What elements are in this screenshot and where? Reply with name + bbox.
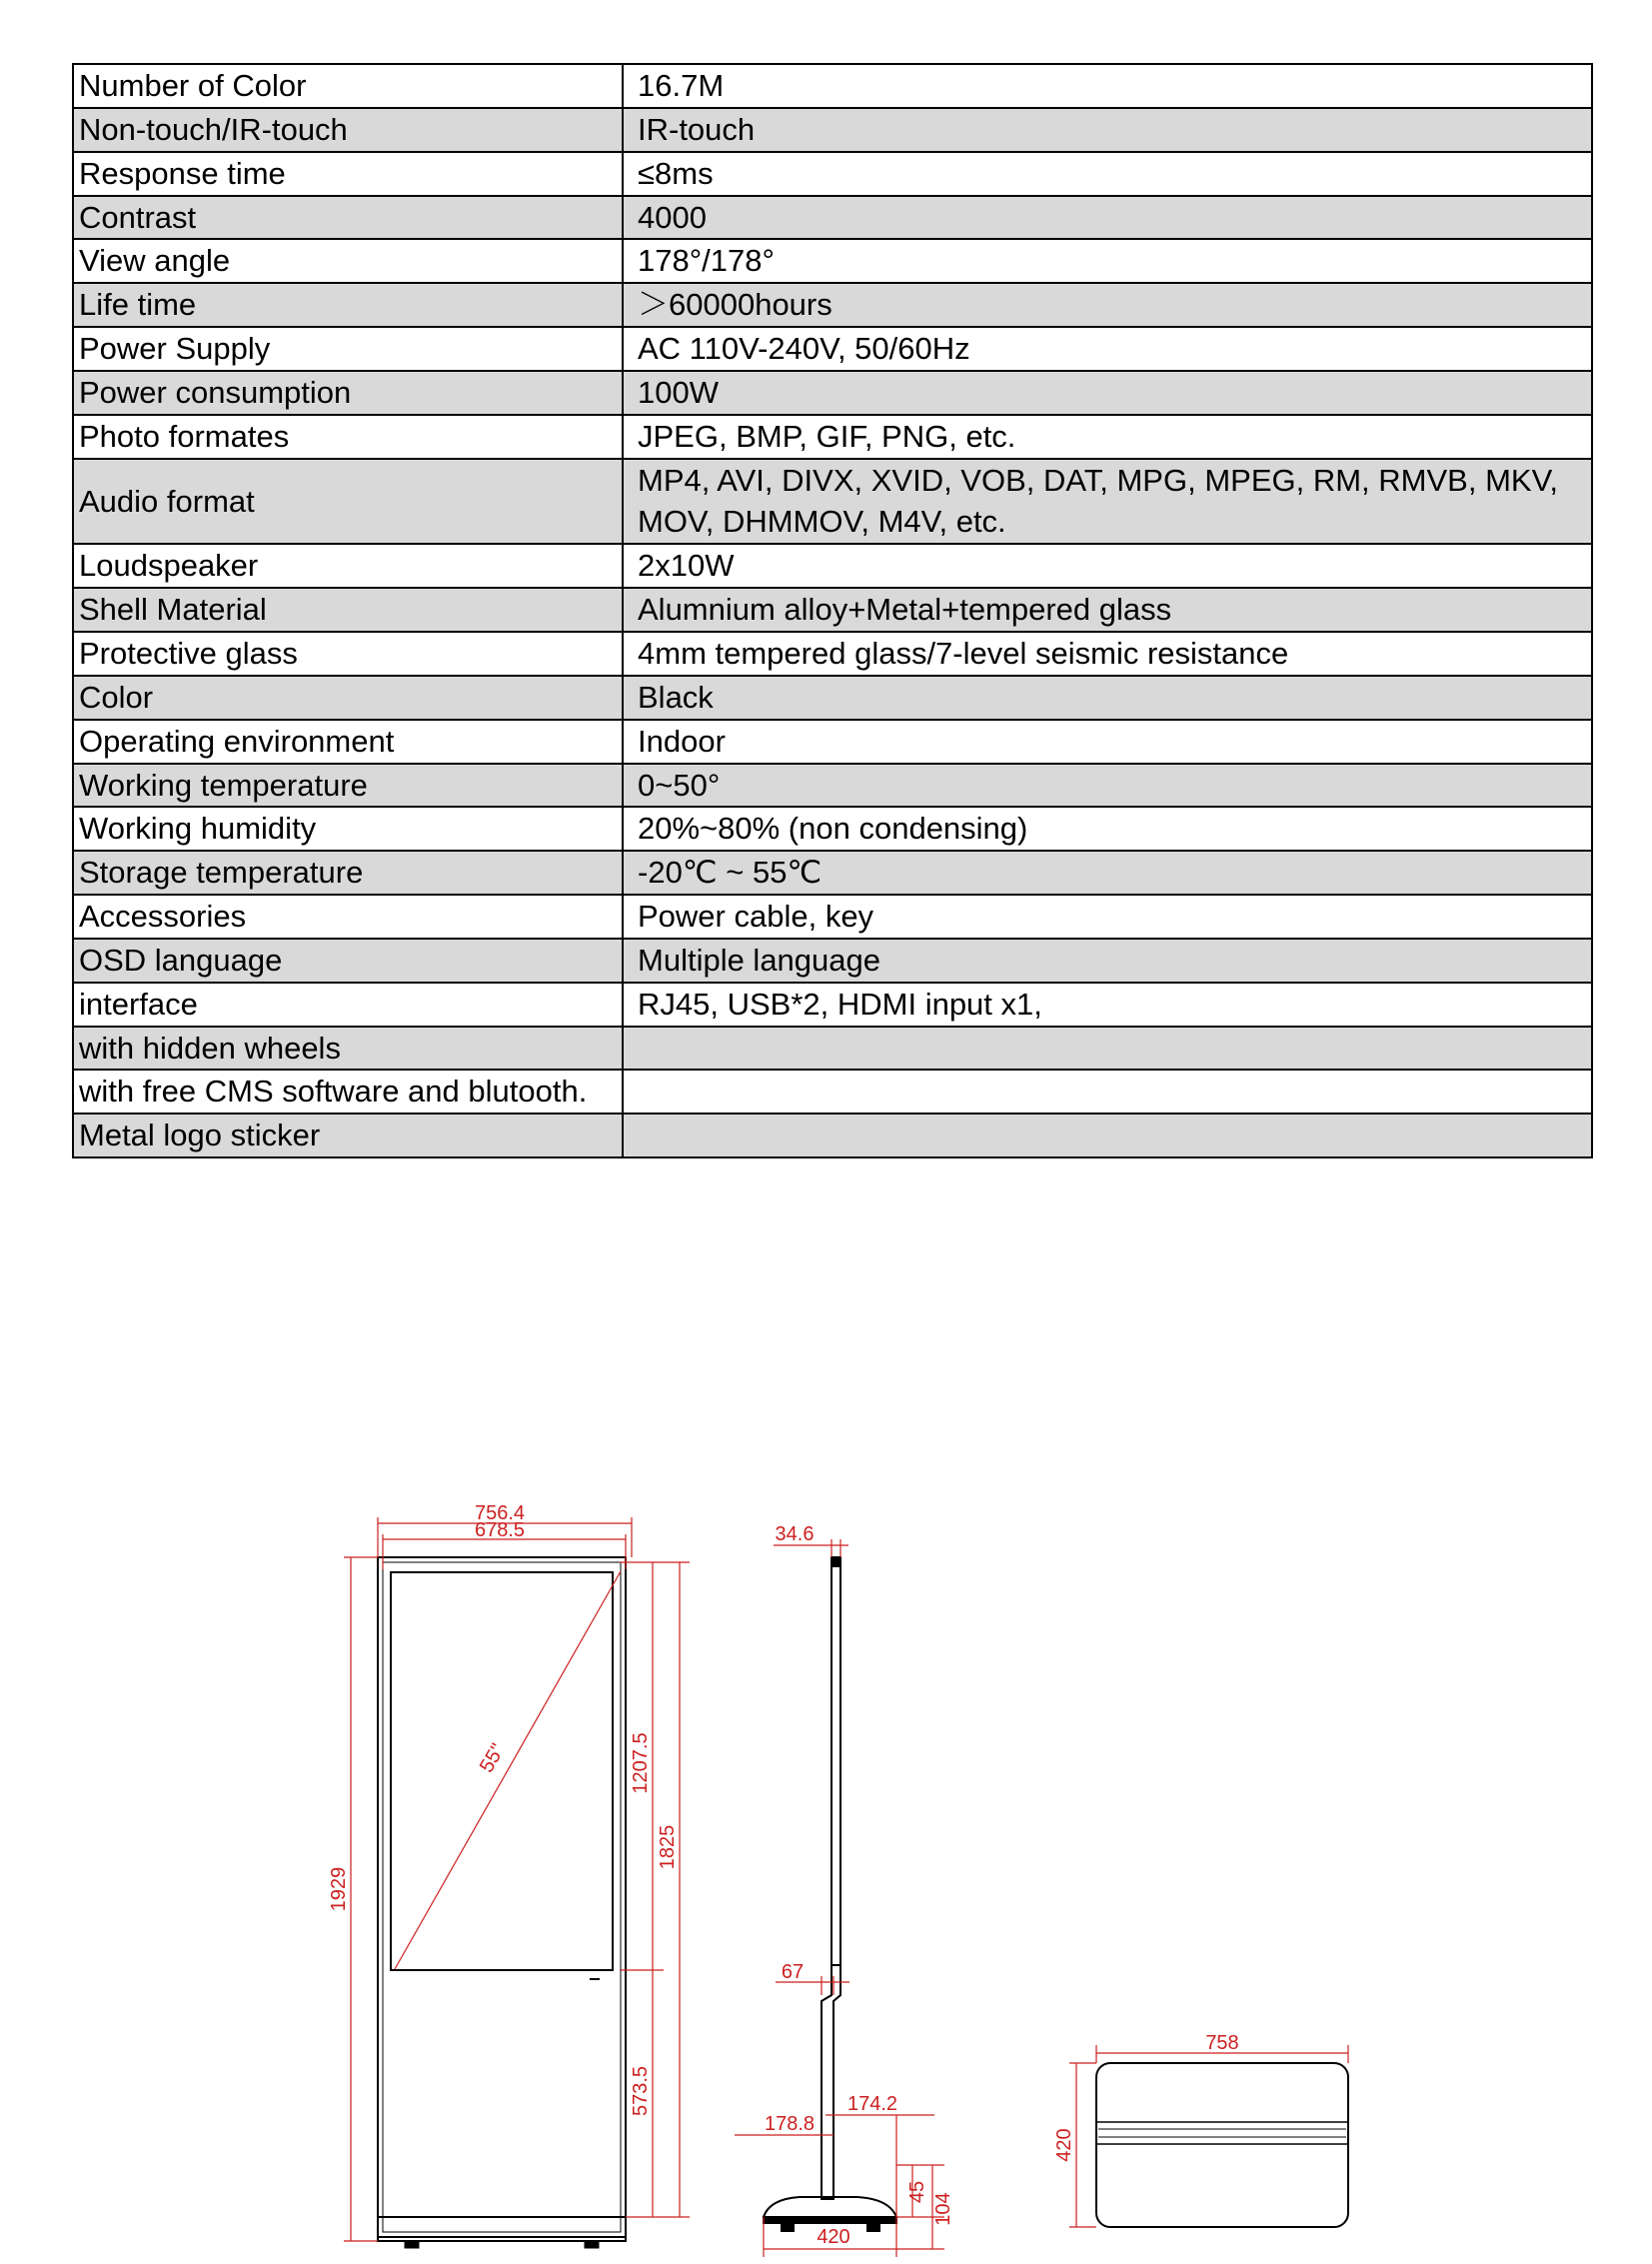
spec-value: 2x10W <box>623 544 1592 588</box>
spec-label: Non-touch/IR-touch <box>73 108 623 152</box>
spec-row <box>73 807 1592 851</box>
front-dimensions <box>344 1517 690 2241</box>
spec-row <box>73 632 1592 676</box>
spec-label: Contrast <box>73 196 623 240</box>
dim-screen-height: 1207.5 <box>630 1732 652 1794</box>
spec-label: Protective glass <box>73 632 623 676</box>
side-neck <box>822 1965 840 2199</box>
spec-label: View angle <box>73 239 623 283</box>
dim-diagonal: 55" <box>475 1739 510 1777</box>
spec-value: Black <box>623 676 1592 720</box>
spec-value: ≤8ms <box>623 152 1592 196</box>
spec-label: Loudspeaker <box>73 544 623 588</box>
dim-body-height: 1825 <box>657 1824 679 1870</box>
spec-label: interface <box>73 983 623 1027</box>
spec-row <box>73 1114 1592 1157</box>
dim-overall-height: 1929 <box>328 1866 350 1912</box>
dim-side-base-offset: 178.8 <box>764 2113 816 2135</box>
spec-row <box>73 851 1592 895</box>
spec-value: Power cable, key <box>623 895 1592 939</box>
spec-value: Alumnium alloy+Metal+tempered glass <box>623 588 1592 632</box>
front-outer-frame <box>378 1557 626 2237</box>
spec-label: Accessories <box>73 895 623 939</box>
dim-screen-width: 678.5 <box>474 1519 526 1541</box>
top-outline <box>1096 2063 1348 2227</box>
front-screen <box>391 1572 613 1970</box>
spec-row <box>73 415 1592 459</box>
top-view <box>1096 2063 1348 2227</box>
spec-label: Storage temperature <box>73 851 623 895</box>
spec-label: Shell Material <box>73 588 623 632</box>
spec-row <box>73 676 1592 720</box>
dim-top-depth: 420 <box>1053 2128 1075 2162</box>
spec-label: Power consumption <box>73 371 623 415</box>
dim-side-base-depth: 420 <box>817 2226 850 2248</box>
spec-row <box>73 895 1592 939</box>
spec-value: IR-touch <box>623 108 1592 152</box>
spec-value: 100W <box>623 371 1592 415</box>
spec-value: ＞60000hours <box>623 283 1592 327</box>
spec-value: 20%~80% (non condensing) <box>623 807 1592 851</box>
spec-label: Response time <box>73 152 623 196</box>
spec-label: Working temperature <box>73 764 623 808</box>
spec-row <box>73 459 1592 545</box>
front-view <box>378 1557 626 2248</box>
dim-side-base-half: 174.2 <box>846 2093 898 2115</box>
spec-label: Color <box>73 676 623 720</box>
spec-value <box>623 1114 1592 1157</box>
spec-value: -20℃ ~ 55℃ <box>623 851 1592 895</box>
spec-label: Power Supply <box>73 327 623 371</box>
spec-value: AC 110V-240V, 50/60Hz <box>623 327 1592 371</box>
spec-value: 0~50° <box>623 764 1592 808</box>
spec-value: 16.7M <box>623 64 1592 108</box>
spec-row <box>73 108 1592 152</box>
dim-side-top-depth: 34.6 <box>775 1523 815 1545</box>
dim-top-width: 758 <box>1205 2032 1239 2054</box>
spec-label: Audio format <box>73 459 623 545</box>
front-inner-frame <box>383 1562 621 2232</box>
spec-value: MP4, AVI, DIVX, XVID, VOB, DAT, MPG, MPEG, RM, RMVB, MKV, MOV, DHMMOV, M4V, etc. <box>623 459 1592 545</box>
spec-value: 4000 <box>623 196 1592 240</box>
spec-label: Number of Color <box>73 64 623 108</box>
spec-table <box>72 63 1593 1158</box>
spec-value: 178°/178° <box>623 239 1592 283</box>
spec-row <box>73 371 1592 415</box>
dim-overall-width: 756.4 <box>474 1502 526 1524</box>
spec-label: OSD language <box>73 939 623 983</box>
spec-value: Indoor <box>623 720 1592 764</box>
top-dimensions <box>1069 2045 1348 2227</box>
spec-value: RJ45, USB*2, HDMI input x1, <box>623 983 1592 1027</box>
spec-row <box>73 764 1592 808</box>
spec-label: Life time <box>73 283 623 327</box>
spec-row <box>73 283 1592 327</box>
spec-value: JPEG, BMP, GIF, PNG, etc. <box>623 415 1592 459</box>
spec-row <box>73 196 1592 240</box>
spec-row <box>73 239 1592 283</box>
spec-label: Operating environment <box>73 720 623 764</box>
dim-side-neck: 67 <box>781 1961 805 1983</box>
spec-value <box>623 1070 1592 1114</box>
side-panel <box>831 1557 840 1965</box>
spec-row <box>73 720 1592 764</box>
spec-label: Metal logo sticker <box>73 1114 623 1157</box>
spec-row <box>73 1027 1592 1071</box>
dim-side-base-h1: 45 <box>906 2180 928 2204</box>
spec-row <box>73 544 1592 588</box>
spec-row <box>73 1070 1592 1114</box>
dim-lower-height: 573.5 <box>630 2065 652 2117</box>
dimension-drawing <box>0 1479 1652 2259</box>
spec-row <box>73 327 1592 371</box>
spec-row <box>73 983 1592 1027</box>
spec-row <box>73 939 1592 983</box>
spec-row <box>73 152 1592 196</box>
spec-row <box>73 588 1592 632</box>
spec-row <box>73 64 1592 108</box>
dim-side-base-h2: 104 <box>932 2192 954 2226</box>
spec-label: with hidden wheels <box>73 1027 623 1071</box>
spec-value: Multiple language <box>623 939 1592 983</box>
spec-label: with free CMS software and blutooth. <box>73 1070 623 1114</box>
top-panel <box>1096 2122 1348 2144</box>
spec-value <box>623 1027 1592 1071</box>
spec-value: 4mm tempered glass/7-level seismic resistance <box>623 632 1592 676</box>
spec-label: Working humidity <box>73 807 623 851</box>
spec-label: Photo formates <box>73 415 623 459</box>
